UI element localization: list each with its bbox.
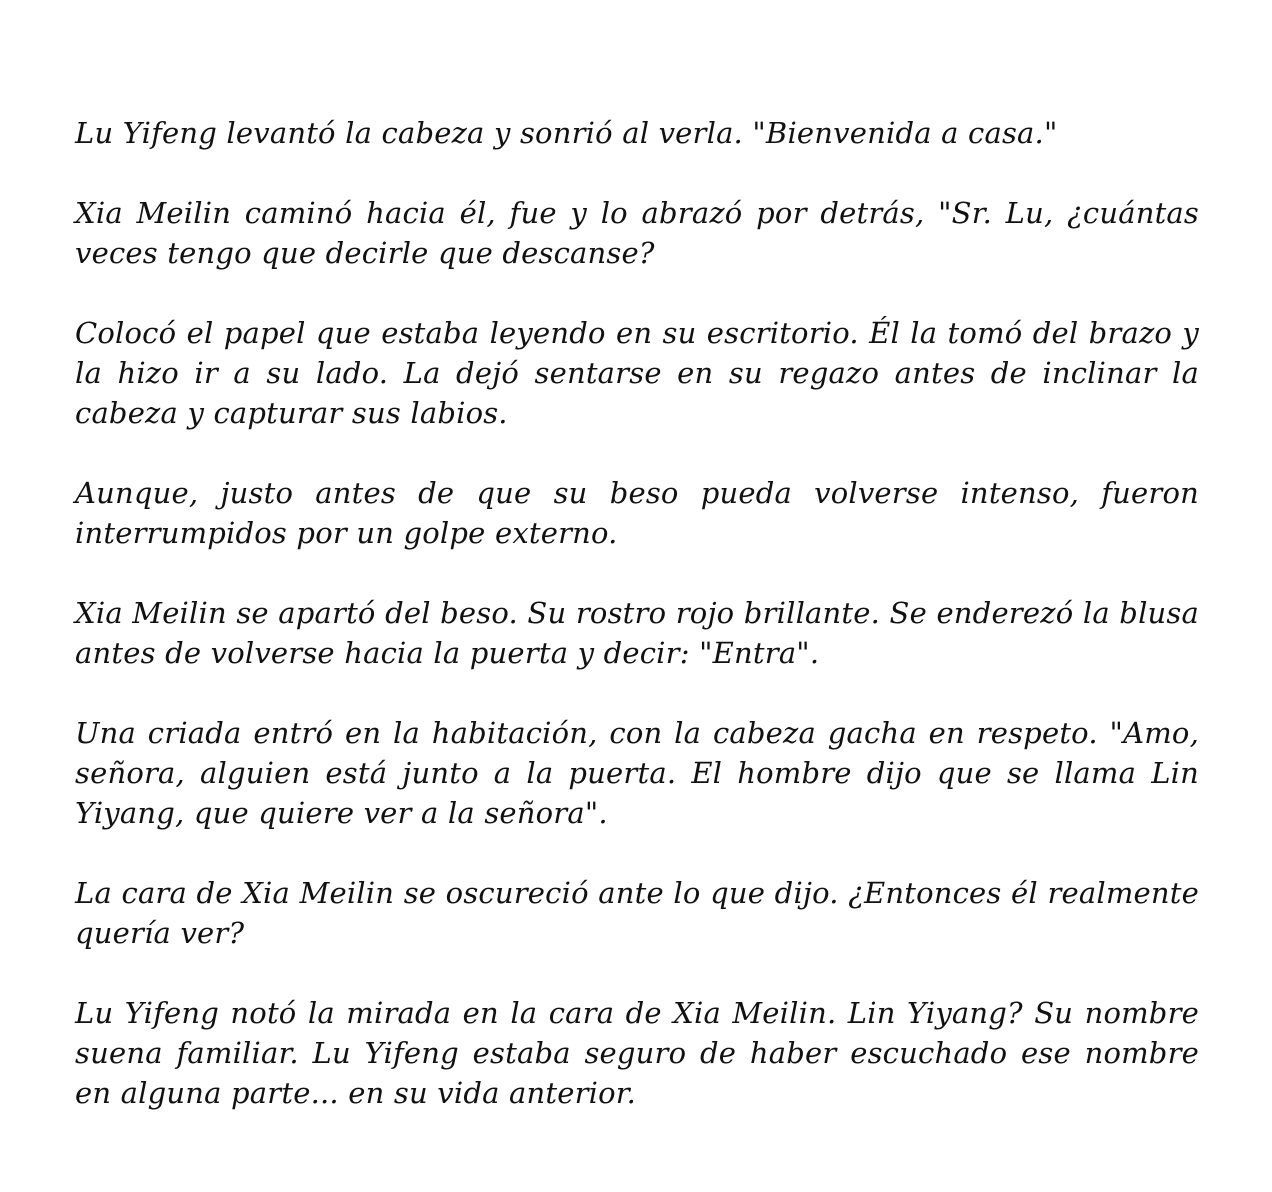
paragraph-4: Aunque, justo antes de que su beso pueda volverse intenso, fueron interrumpidos por un golpe externo. bbox=[75, 476, 1199, 550]
paragraph-1: Lu Yifeng levantó la cabeza y sonrió al verla. "Bienvenida a casa." bbox=[75, 116, 1058, 150]
paragraph-3: Colocó el papel que estaba leyendo en su escritorio. Él la tomó del brazo y la hizo ir a su lado. La dejó sentarse en su regazo antes de inclinar la cabeza y capturar sus labios. bbox=[75, 316, 1199, 430]
paragraph-8: Lu Yifeng notó la mirada en la cara de Xia Meilin. Lin Yiyang? Su nombre suena familiar. Lu Yifeng estaba seguro de haber escuchado ese nombre en alguna parte... en su vida anterior. bbox=[75, 996, 1199, 1110]
paragraph-6: Una criada entró en la habitación, con la cabeza gacha en respeto. "Amo, señora, alguien está junto a la puerta. El hombre dijo que se llama Lin Yiyang, que quiere ver a la señora". bbox=[75, 716, 1199, 830]
document-page bbox=[75, 113, 1199, 1113]
paragraph-5: Xia Meilin se apartó del beso. Su rostro rojo brillante. Se enderezó la blusa antes de volverse hacia la puerta y decir: "Entra". bbox=[75, 596, 1199, 670]
paragraph-7: La cara de Xia Meilin se oscureció ante lo que dijo. ¿Entonces él realmente quería ver? bbox=[75, 876, 1199, 950]
paragraph-2: Xia Meilin caminó hacia él, fue y lo abrazó por detrás, "Sr. Lu, ¿cuántas veces tengo que decirle que descanse? bbox=[75, 196, 1199, 270]
